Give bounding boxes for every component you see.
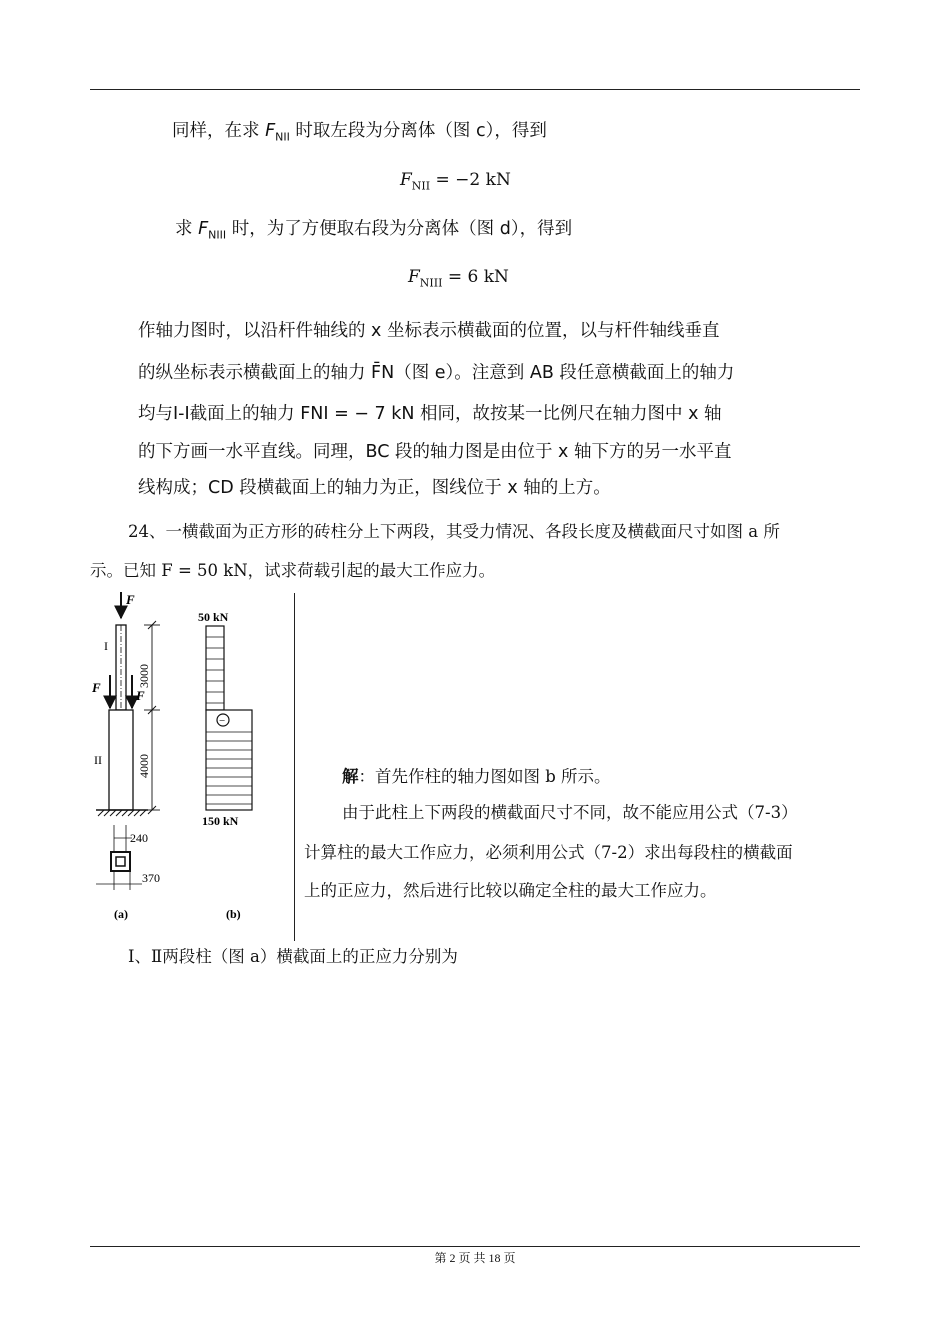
- figure-brick-column: [86, 590, 296, 930]
- problem-24-line-2: 示。已知 F = 50 kN，试求荷载引起的最大工作应力。: [90, 561, 496, 580]
- para-fig-d: 求 $F_{NIII}$ 时，为了方便取右段为分离体（图 d），得到: [175, 219, 573, 242]
- segment-label-i: I: [104, 639, 108, 653]
- caption-b: (b): [226, 907, 241, 921]
- solution-line-3: 计算柱的最大工作应力，必须利用公式（7-2）求出每段柱的横截面: [304, 843, 793, 862]
- caption-a: (a): [114, 907, 128, 921]
- axial-para-line-5: 线构成；CD 段横截面上的轴力为正，图线位于 x 轴的上方。: [138, 478, 611, 498]
- axial-force-diagram-b: [198, 610, 252, 921]
- solution-line-2: 由于此柱上下两段的横截面尺寸不同，故不能应用公式（7-3）: [342, 803, 798, 822]
- sign-negative: −: [219, 715, 226, 727]
- dimension-4000: 4000: [137, 754, 151, 778]
- header-rule: [90, 89, 860, 90]
- column-diagram-a: [91, 592, 160, 921]
- force-label-right: F: [136, 688, 145, 703]
- problem-24-line-1: 24、一横截面为正方形的砖柱分上下两段，其受力情况、各段长度及横截面尺寸如图 a 所: [128, 522, 780, 541]
- axial-para-line-3: 均与Ⅰ-Ⅰ截面上的轴力 FNI = − 7 kN 相同，故按某一比例尺在轴力图中 x 轴: [138, 404, 722, 424]
- segment-label-ii: II: [94, 753, 102, 767]
- final-line: Ⅰ、Ⅱ两段柱（图 a）横截面上的正应力分别为: [128, 947, 458, 966]
- equation-fnii: $F_{NII} = -2$ kN: [400, 170, 511, 193]
- equation-fniii: $F_{NIII} = 6$ kN: [408, 267, 509, 290]
- footer-rule: [90, 1246, 860, 1247]
- figure-divider: [294, 593, 295, 941]
- axial-para-line-4: 的下方画一水平直线。同理，BC 段的轴力图是由位于 x 轴下方的另一水平直: [138, 442, 732, 462]
- force-value-top: 50 kN: [198, 610, 229, 624]
- page-footer: 第 2 页 共 18 页: [434, 1251, 516, 1265]
- force-label-left: F: [92, 680, 101, 695]
- dimension-370: 370: [142, 871, 160, 885]
- force-label-top: F: [126, 592, 135, 607]
- dimension-3000: 3000: [137, 664, 151, 688]
- dimension-240: 240: [130, 831, 148, 845]
- axial-para-line-2: 的纵坐标表示横截面上的轴力 F̄N（图 e）。注意到 AB 段任意横截面上的轴力: [138, 363, 735, 383]
- force-value-bottom: 150 kN: [202, 814, 239, 828]
- solution-line-1: 解：首先作柱的轴力图如图 b 所示。: [342, 767, 611, 786]
- axial-para-line-1: 作轴力图时，以沿杆件轴线的 x 坐标表示横截面的位置，以与杆件轴线垂直: [138, 321, 720, 341]
- solution-line-4: 上的正应力，然后进行比较以确定全柱的最大工作应力。: [304, 881, 717, 900]
- para-fig-c: 同样，在求 $F_{NII}$ 时取左段为分离体（图 c），得到: [172, 121, 547, 144]
